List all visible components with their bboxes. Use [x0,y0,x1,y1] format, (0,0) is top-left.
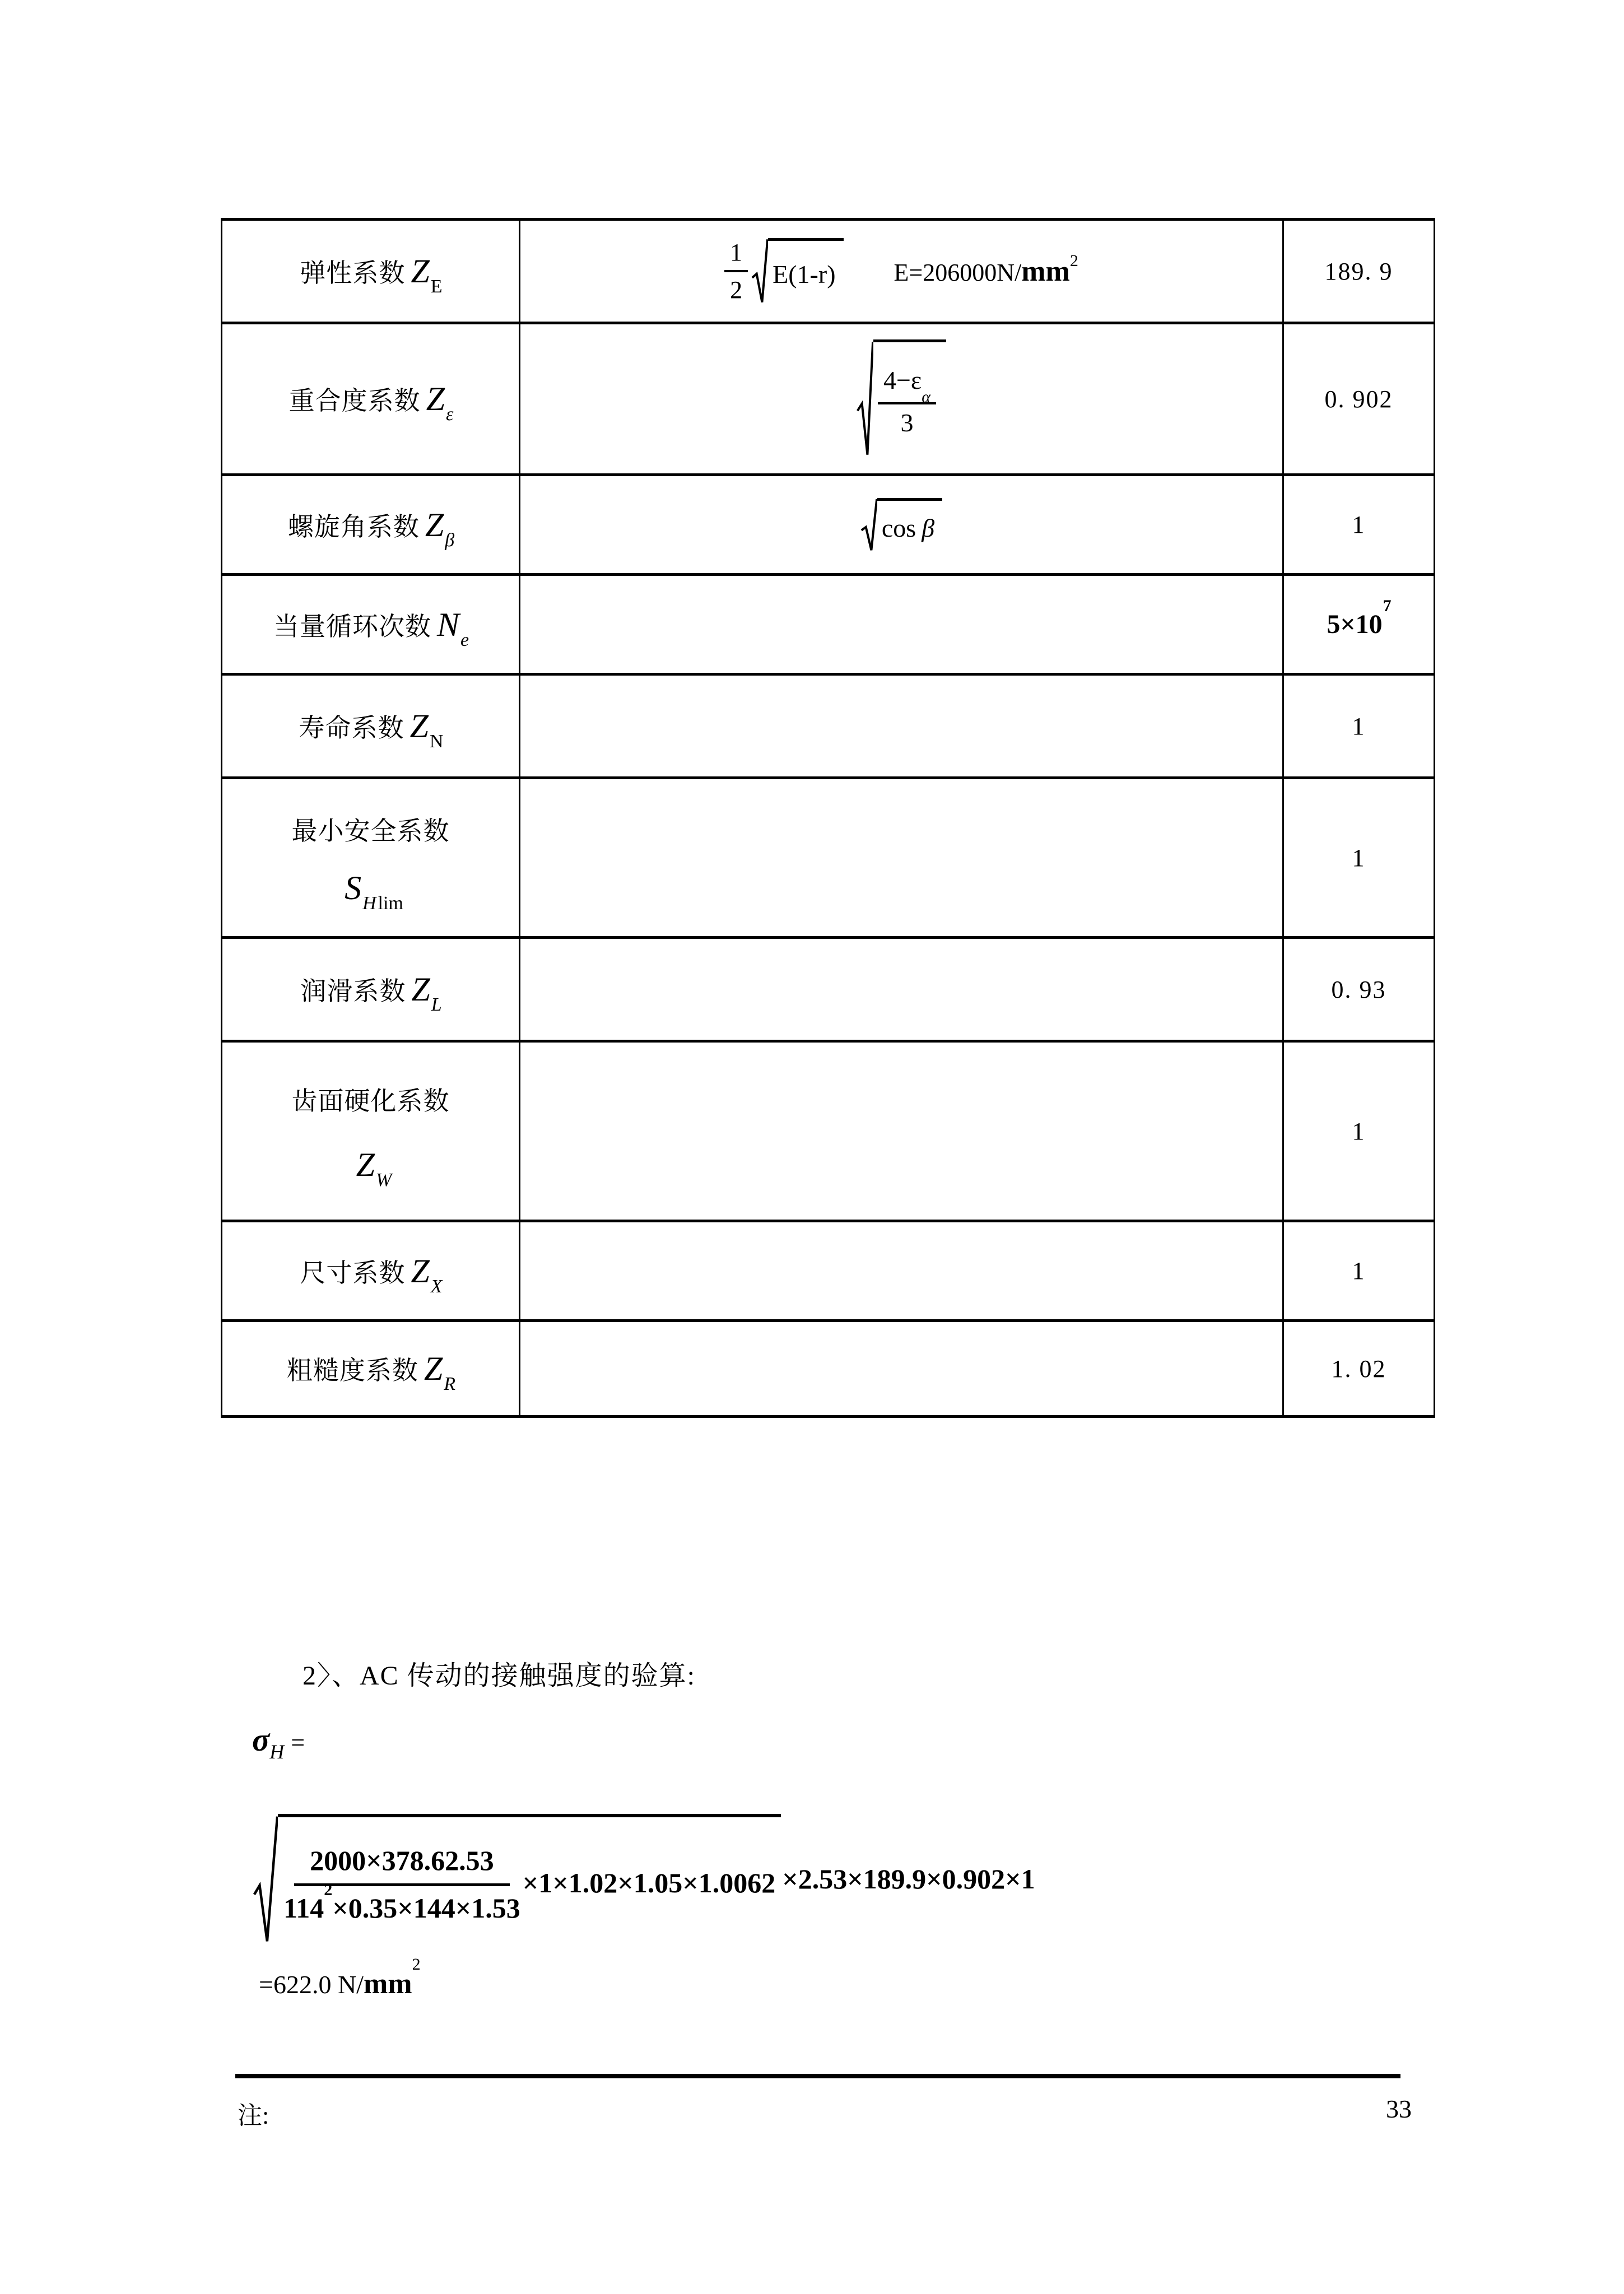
coefficient-table [221,218,1435,1418]
row-label: 润滑系数 [300,977,406,1006]
row-symbol: N $_e$ [436,606,469,650]
radical-icon [253,1814,278,1944]
load-fraction: $\frac{2000\times 378.62.53}{114^2\times 0.35\times 144\times 1.53}$ [283,1842,520,1924]
z-factor-chain: ×2.53×189.9×0.902×1 [782,1863,1035,1895]
result-unit: mm [363,1968,412,2000]
row-formula-cell [520,221,1284,322]
row-symbol: Z $_W$ [356,1146,392,1190]
row-value-cell: 1 [1352,1117,1366,1145]
footer-rule [235,2074,1400,2078]
main-formula [253,1814,1035,1944]
row-label: 螺旋角系数 [287,512,420,541]
row-value-cell: 0. 902 [1324,385,1393,413]
row-label: 粗糙度系数 [286,1356,418,1385]
row-label-cell [222,939,520,1040]
radical-icon [860,498,877,552]
row-label-cell [222,1222,520,1319]
row-label-cell [222,576,520,673]
row-value-cell: 1 [1352,712,1366,740]
row-formula-cell [520,1222,1284,1319]
row-formula-cell [520,779,1284,936]
row-symbol: Z $_R$ [424,1350,456,1394]
table-row [222,676,1434,779]
square-root [860,498,942,552]
row-label: 寿命系数 [299,714,404,742]
row-formula-cell [520,576,1284,673]
row-formula-cell [520,1043,1284,1220]
row-formula-cell [520,676,1284,776]
row-value-cell: 1 [1352,511,1366,538]
sigma-line [252,1721,305,1763]
square-root: E(1-r) [751,238,843,304]
row-label: 最小安全系数 [291,817,450,845]
row-label-cell [222,221,520,322]
radical-icon [857,339,873,458]
row-label: 重合度系数 [288,387,421,415]
section-heading: 2〉、AC 传动的接触强度的验算: [303,1661,696,1691]
k-factor-chain: ×1×1.02×1.05×1.0062 [522,1867,776,1899]
radical-icon [751,238,768,304]
table-row [222,576,1434,676]
row-formula-cell [520,939,1284,1040]
cos-beta: cos β [877,498,942,552]
fraction-one-half: $\frac{1}{2}$ [724,238,748,304]
table-row [222,476,1434,576]
row-label-cell [222,1043,520,1220]
row-symbol: S $_{H lim}$ [345,869,403,914]
row-symbol: Z $_X$ [411,1252,443,1297]
row-label-cell [222,676,520,776]
square-root [253,1814,781,1944]
page-number: 33 [1386,2095,1412,2123]
sigma-symbol: σ [252,1721,270,1758]
row-formula-cell [520,324,1284,473]
sigma-subscript: H [269,1741,285,1763]
radicand [278,1814,781,1944]
cycle-count-value: $5\times 10^7$ [1327,597,1392,639]
row-symbol: Z $_\beta$ [425,506,455,551]
row-symbol: Z $_E$ [411,253,443,297]
row-value-cell: 0. 93 [1331,975,1386,1003]
row-value-cell: 189. 9 [1324,257,1393,285]
row-formula-cell [520,476,1284,573]
result-line [259,1955,421,2000]
row-label-cell [222,1322,520,1415]
table-row [222,221,1434,324]
row-label-cell [222,476,520,573]
row-label: 弹性系数 [300,259,406,287]
ze-formula [724,238,843,304]
table-row [222,1322,1434,1418]
footer-note: 注: [238,2102,269,2129]
result-value: =622.0 N/ [259,1970,364,1999]
row-value-cell: 1. 02 [1331,1355,1386,1383]
row-symbol: Z $_\varepsilon$ [426,380,454,425]
equals-sign: = [291,1729,305,1756]
square-root [857,339,946,458]
row-value-cell: 1 [1352,1257,1366,1285]
row-label-cell [222,779,520,936]
row-symbol: Z $_N$ [410,708,444,752]
elastic-modulus-note: E=206000N/ mm $^2$ [894,251,1078,287]
fraction-contact-ratio: $\frac{4-\varepsilon_\alpha}{3}$ [873,339,946,458]
table-row [222,1222,1434,1322]
row-symbol: Z $_L$ [411,971,442,1015]
table-row [222,939,1434,1043]
table-row [222,324,1434,476]
table-row [222,1043,1434,1222]
row-value-cell: 1 [1352,844,1366,872]
row-value-cell [1284,576,1434,673]
row-label-cell [222,324,520,473]
row-formula-cell [520,1322,1284,1415]
row-label: 齿面硬化系数 [291,1087,450,1115]
row-label: 尺寸系数 [300,1258,406,1287]
result-unit-exponent: 2 [412,1955,421,1974]
table-row [222,779,1434,939]
row-label: 当量循环次数 [273,612,431,641]
